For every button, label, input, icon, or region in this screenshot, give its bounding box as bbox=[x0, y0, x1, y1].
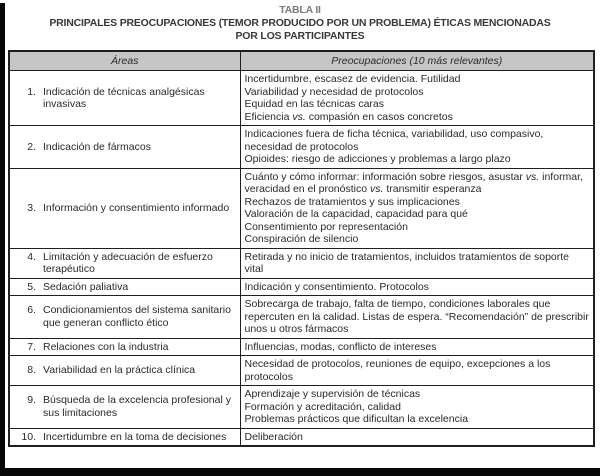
area-cell bbox=[9, 296, 240, 339]
area-label: Indicación de técnicas analgésicas invasivas bbox=[43, 85, 205, 110]
row-number: 1. bbox=[27, 85, 36, 98]
table-row bbox=[9, 71, 594, 126]
concerns-cell bbox=[240, 428, 594, 446]
area-cell bbox=[9, 168, 240, 248]
concern-line: Consentimiento por representación bbox=[244, 220, 408, 233]
row-number: 4. bbox=[27, 250, 36, 263]
table-row bbox=[9, 126, 594, 169]
area-cell bbox=[9, 71, 240, 126]
concern-line: Opioides: riesgo de adicciones y problemas a largo plazo bbox=[244, 153, 511, 165]
row-number: 8. bbox=[27, 364, 36, 377]
scan-artifact-left-bar bbox=[0, 3, 5, 476]
concerns-cell bbox=[240, 386, 594, 429]
table-number-label: TABLA II bbox=[279, 4, 321, 16]
concerns-cell bbox=[240, 248, 594, 278]
area-label: Incertidumbre en la toma de decisiones bbox=[43, 430, 227, 443]
concerns-cell bbox=[240, 168, 594, 248]
concern-line: Variabilidad y necesidad de protocolos bbox=[244, 85, 424, 98]
concern-line: Cuánto y cómo informar: información sobre riesgos, asustar vs. informar, veracidad en el pronóstico vs. transmitir esperanza bbox=[244, 170, 583, 195]
area-cell bbox=[9, 278, 240, 296]
table-subtitle: POR LOS PARTICIPANTES bbox=[235, 30, 365, 42]
area-cell bbox=[9, 428, 240, 446]
concern-line: Necesidad de protocolos, reuniones de equipo, excepciones a los protocolos bbox=[244, 358, 551, 383]
table-row bbox=[9, 338, 594, 356]
area-label: Indicación de fármacos bbox=[43, 140, 151, 153]
row-number: 7. bbox=[27, 340, 36, 353]
area-cell bbox=[9, 248, 240, 278]
concern-line: Aprendizaje y supervisión de técnicas bbox=[244, 388, 421, 400]
concern-line: Retirada y no inicio de tratamientos, incluidos tratamientos de soporte vital bbox=[244, 250, 570, 275]
concern-line: Eficiencia vs. compasión en casos concretos bbox=[244, 110, 453, 123]
concern-line: Incertidumbre, escasez de evidencia. Futilidad bbox=[244, 73, 461, 85]
table-row bbox=[9, 248, 594, 278]
concerns-cell bbox=[240, 356, 594, 386]
row-number: 10. bbox=[21, 430, 36, 443]
row-number: 9. bbox=[27, 394, 36, 407]
concern-line: Rechazos de tratamientos y sus implicaciones bbox=[244, 195, 460, 208]
concerns-table bbox=[8, 50, 595, 447]
table-body bbox=[9, 71, 594, 447]
table-row bbox=[9, 428, 594, 446]
table-title-block bbox=[0, 0, 600, 43]
table-row bbox=[9, 168, 594, 248]
row-number: 3. bbox=[27, 201, 36, 214]
area-label: Búsqueda de la excelencia profesional y sus limitaciones bbox=[43, 394, 231, 419]
row-number: 6. bbox=[27, 304, 36, 317]
table-title: PRINCIPALES PREOCUPACIONES (TEMOR PRODUCIDO POR UN PROBLEMA) ÉTICAS MENCIONADAS bbox=[49, 17, 551, 29]
concerns-cell bbox=[240, 71, 594, 126]
area-label: Limitación y adecuación de esfuerzo terapéutico bbox=[43, 250, 213, 275]
area-cell bbox=[9, 126, 240, 169]
concern-line: Valoración de la capacidad, capacidad para qué bbox=[244, 208, 468, 220]
area-label: Relaciones con la industria bbox=[43, 340, 169, 353]
area-cell bbox=[9, 386, 240, 429]
concern-line: Indicaciones fuera de ficha técnica, variabilidad, uso compasivo, necesidad de protocolos bbox=[244, 128, 544, 153]
row-number: 5. bbox=[27, 280, 36, 293]
area-label: Información y consentimiento informado bbox=[43, 201, 230, 214]
table-row bbox=[9, 386, 594, 429]
concern-line: Indicación y consentimiento. Protocolos bbox=[244, 280, 429, 293]
area-cell bbox=[9, 338, 240, 356]
column-header-preocupaciones: Preocupaciones (10 más relevantes) bbox=[240, 51, 594, 71]
concern-line: Deliberación bbox=[244, 430, 303, 443]
concern-line: Sobrecarga de trabajo, falta de tiempo, condiciones laborales que repercuten en la calidad. Listas de espera. “Recomendación” de prescribir unos u otros fármacos bbox=[244, 298, 589, 335]
row-number: 2. bbox=[27, 140, 36, 153]
concerns-cell bbox=[240, 278, 594, 296]
concerns-cell bbox=[240, 338, 594, 356]
table-row bbox=[9, 356, 594, 386]
area-label: Variabilidad en la práctica clínica bbox=[43, 364, 196, 377]
table-row bbox=[9, 296, 594, 339]
concern-line: Influencias, modas, conflicto de intereses bbox=[244, 340, 437, 353]
concerns-cell bbox=[240, 126, 594, 169]
concerns-cell bbox=[240, 296, 594, 339]
area-label: Sedación paliativa bbox=[43, 280, 129, 293]
scan-artifact-bottom-bar bbox=[0, 468, 600, 476]
header-row bbox=[9, 51, 594, 71]
table-row bbox=[9, 278, 594, 296]
area-label: Condicionamientos del sistema sanitario que generan conflicto ético bbox=[43, 304, 231, 329]
column-header-areas: Áreas bbox=[9, 51, 240, 71]
concern-line: Equidad en las técnicas caras bbox=[244, 98, 384, 110]
concern-line: Conspiración de silencio bbox=[244, 233, 359, 245]
concern-line: Formación y acreditación, calidad bbox=[244, 400, 401, 413]
concern-line: Problemas prácticos que dificultan la excelencia bbox=[244, 413, 469, 425]
area-cell bbox=[9, 356, 240, 386]
